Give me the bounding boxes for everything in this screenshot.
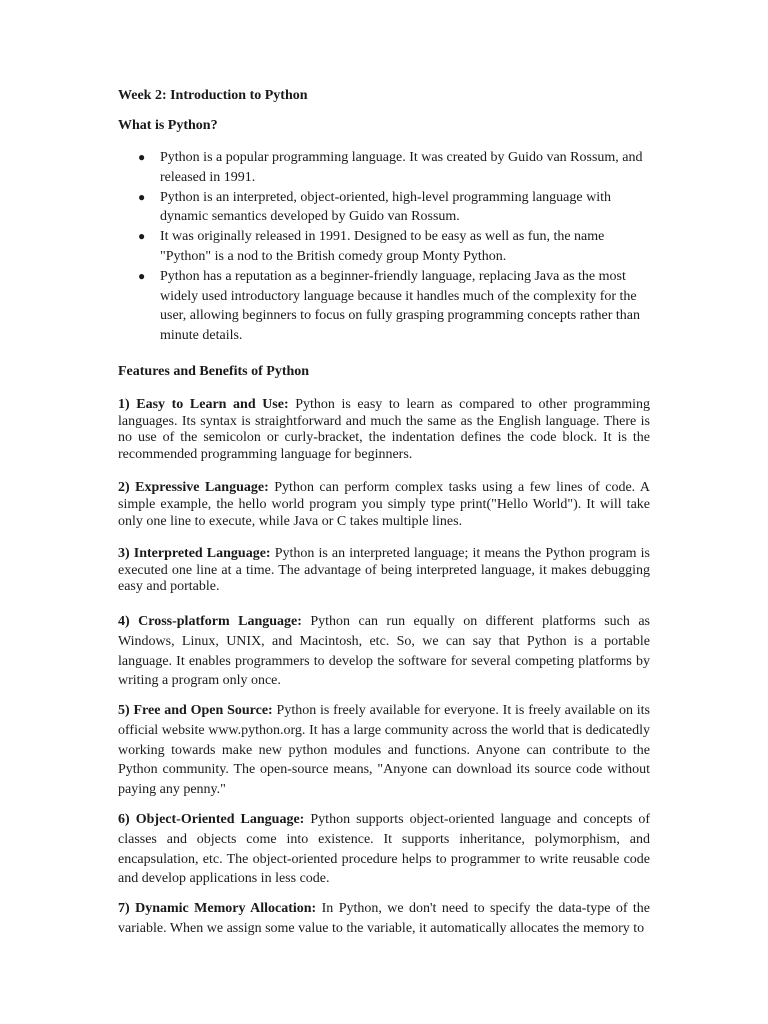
bullet-item xyxy=(118,188,650,228)
bullet-text: Python is an interpreted, object-oriented, high-level programming language with dynamic semantics developed by Guido van Rossum. xyxy=(160,189,611,225)
feature-number: 1) xyxy=(118,396,130,412)
feature-text: Python is freely available for everyone. It is freely available on its official website www.python.org. It has a large community across the world that is dedicatedly working towards make new python modules and functions. Anyone can contribute to the Python community. The open-source means, "Anyone can download its source code without paying any penny." xyxy=(118,703,651,798)
feature-number: 7) xyxy=(118,901,130,917)
bullet-icon: ● xyxy=(138,229,146,244)
feature-label: Free and Open Source: xyxy=(133,703,273,719)
bullet-item xyxy=(118,227,650,267)
bullet-icon: ● xyxy=(138,150,146,164)
feature-text: Python can run equally on different platforms such as Windows, Linux, UNIX, and Macintosh, etc. So, we can say that Python is a portable language. It enables programmers to develop the software for several competing platforms by writing a program only once. xyxy=(118,613,650,689)
bullet-text: It was originally released in 1991. Designed to be easy as well as fun, the name "Python" is a nod to the British comedy group Monty Python. xyxy=(160,229,605,264)
feature-number: 6) xyxy=(118,812,130,828)
feature-text: Python supports object-oriented language and concepts of classes and objects come into existence. It supports inheritance, polymorphism, and encapsulation, etc. The object-oriented procedure helps to programmer to write reusable code and develop applications in less code. xyxy=(118,812,651,887)
feature-text: Python is an interpreted language; it means the Python program is executed one line at a time. The advantage of being interpreted language, it makes debugging easy and portable. xyxy=(118,546,650,595)
feature-paragraph-5 xyxy=(118,701,650,800)
feature-label: Expressive Language: xyxy=(135,480,269,496)
section-heading-what-is-python: What is Python? xyxy=(118,118,218,133)
feature-number: 5) xyxy=(118,703,130,719)
feature-label: Cross-platform Language: xyxy=(138,613,302,629)
feature-number: 3) xyxy=(118,546,130,562)
feature-paragraph-4 xyxy=(118,612,650,691)
feature-paragraph-6 xyxy=(118,810,650,889)
document-title: Week 2: Introduction to Python xyxy=(118,88,308,103)
feature-label: Object-Oriented Language: xyxy=(135,812,305,828)
bullet-text: Python has a reputation as a beginner-friendly language, replacing Java as the most widely used introductory language because it handles much of the complexity for the user, allowing beginners to focus on fully grasping programming concepts rather than minute details. xyxy=(160,268,640,344)
feature-paragraph-2 xyxy=(118,480,650,530)
bullet-item xyxy=(118,267,650,346)
bullet-icon: ● xyxy=(138,268,146,283)
bullet-text: Python is a popular programming language. It was created by Guido van Rossum, and released in 1991. xyxy=(160,150,643,185)
section-heading-features: Features and Benefits of Python xyxy=(118,363,310,379)
feature-paragraph-1 xyxy=(118,397,650,463)
feature-number: 2) xyxy=(118,480,130,496)
feature-label: Easy to Learn and Use: xyxy=(136,396,289,412)
feature-text: In Python, we don't need to specify the data-type of the variable. When we assign some value to the variable, it automatically allocates the memory to xyxy=(118,901,651,937)
feature-paragraph-7 xyxy=(118,899,650,939)
bullet-item xyxy=(118,148,650,188)
document-page xyxy=(118,86,650,939)
feature-text: Python is easy to learn as compared to other programming languages. Its syntax is straightforward and much the same as the English language. There is no use of the semicolon or curly-bracket, the indentation defines the code block. It is the recommended programming language for beginners. xyxy=(118,396,651,462)
feature-number: 4) xyxy=(118,613,130,629)
bullet-icon: ● xyxy=(138,189,146,204)
feature-paragraph-3 xyxy=(118,546,650,596)
feature-label: Interpreted Language: xyxy=(133,546,271,562)
feature-label: Dynamic Memory Allocation: xyxy=(135,901,317,917)
bullet-list xyxy=(118,148,650,346)
feature-text: Python can perform complex tasks using a few lines of code. A simple example, the hello world program you simply type print("Hello World"). It will take only one line to execute, while Java or C takes multiple lines. xyxy=(118,480,651,529)
